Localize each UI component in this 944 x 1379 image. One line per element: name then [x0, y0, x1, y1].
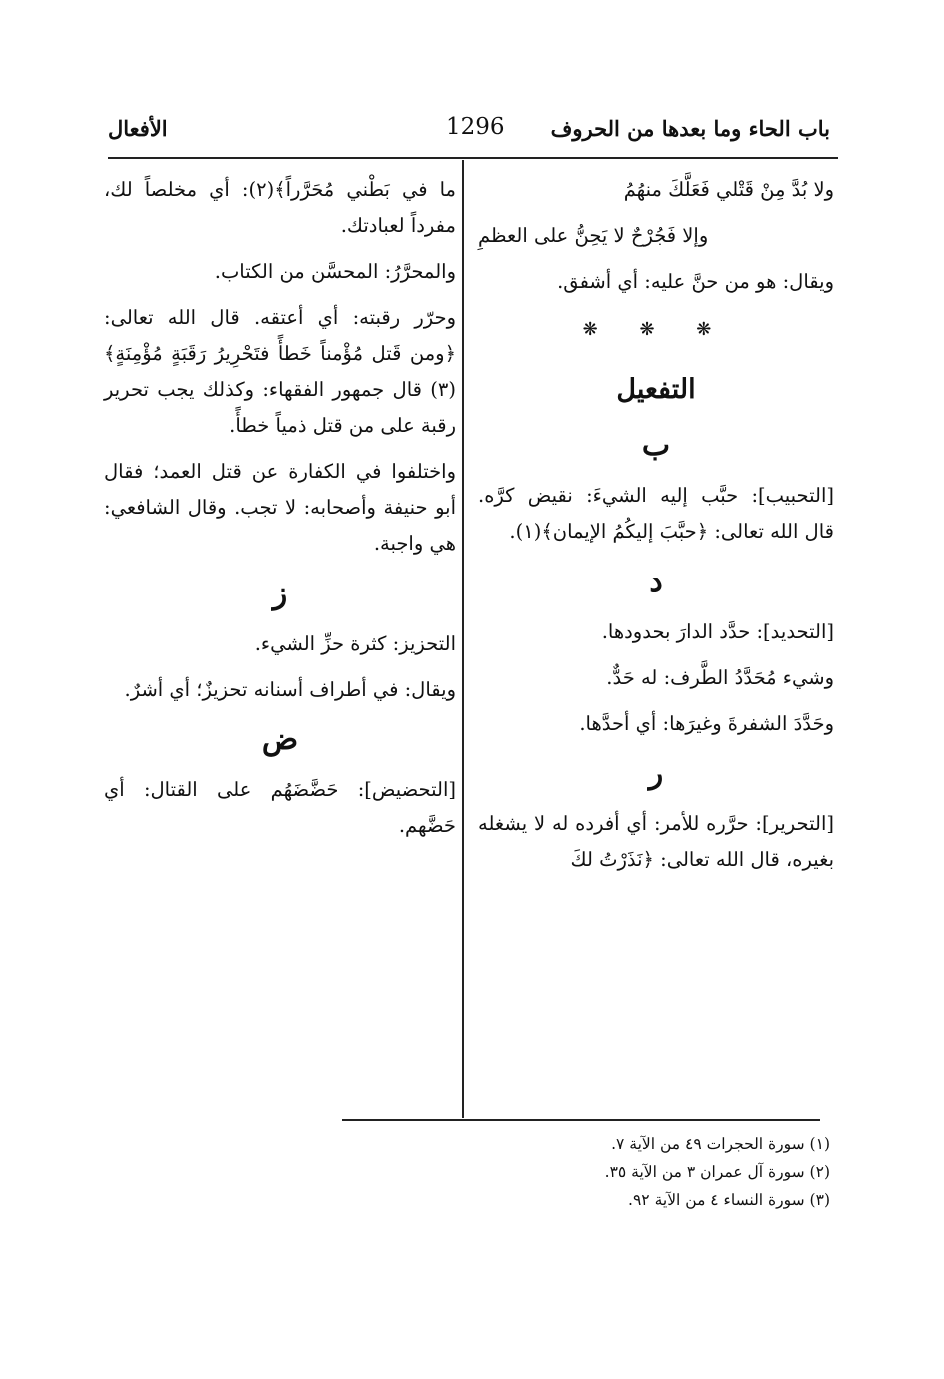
footnote-rule [342, 1119, 820, 1121]
letter-heading-b: ب [641, 428, 671, 463]
footnotes [380, 1130, 830, 1214]
entry-hadda: وحَدَّدَ الشفرةَ وغيرَها: أي أحدَّها. [579, 712, 834, 735]
entry-tahbib: [التحبيب]: حبَّب إليه الشيءَ: نقيض كرَّه. قال الله تعالى: ﴿حبَّبَ إليكُمُ الإيمان﴾(١). [478, 484, 834, 543]
entry-tahrir: [التحرير]: حرَّره للأمر: أي أفرده له لا يشغله بغيره، قال الله تعالى: ﴿نَذَرْتُ لكَ [478, 812, 834, 871]
entry-yuqal: ويقال: في أطراف أسنانه تحزيزٌ؛ أي أشرٌ. [124, 678, 456, 701]
entry-muhaddad: وشيء مُحَدَّدُ الطَّرف: له حَدٌّ. [606, 666, 834, 689]
footnote-3: (٣) سورة النساء ٤ من الآية ٩٢. [628, 1191, 830, 1209]
entry-raqaba: وحرّر رقبته: أي أعتقه. قال الله تعالى: ﴿ومن قَتل مُؤْمناً خَطأً فتَحْرِيرُ رَقَبَةٍ مُؤْمِنَةٍ﴾(٣) قال جمهور الفقهاء: وكذلك يجب تحرير رقبة على من قتل ذمياً خطأً. [104, 306, 456, 437]
section-separator: ❋ ❋ ❋ [582, 319, 730, 340]
column-divider [462, 160, 464, 1118]
right-column [478, 172, 834, 888]
header-rule [108, 157, 838, 159]
letter-heading-dad: ض [261, 722, 299, 757]
footnote-1: (١) سورة الحجرات ٤٩ من الآية ٧. [611, 1135, 830, 1153]
entry-ikhtalafu: واختلفوا في الكفارة عن قتل العمد؛ فقال أبو حنيفة وأصحابه: لا تجب. وقال الشافعي: هي واجبة. [104, 460, 456, 555]
letter-heading-z: ز [272, 576, 288, 611]
entry-tahdid-dad: [التحضيض]: حَضَّضَهُم على القتال: أي حَضَّهم. [104, 778, 456, 837]
entry-muharrar: والمحرَّرُ: المحسَّن من الكتاب. [214, 260, 456, 283]
header-section-title: الأفعال [108, 116, 168, 141]
header-chapter-title: باب الحاء وما بعدها من الحروف [550, 116, 830, 141]
letter-heading-r: ر [648, 756, 664, 791]
entry-tahdid: [التحديد]: حدَّد الدارَ بحدودها. [601, 620, 834, 643]
entry-tahziz: التحزيز: كثرة حزِّ الشيء. [254, 632, 456, 655]
footnote-2: (٢) سورة آل عمران ٣ من الآية ٣٥. [604, 1163, 830, 1181]
left-column [104, 172, 456, 854]
verse-line-2: وإلا فَجُرْحٌ لا يَحِنُّ على العظمِ [478, 224, 709, 247]
running-header [108, 112, 830, 152]
letter-heading-d: د [649, 564, 663, 599]
verse-line-1: ولا بُدَّ مِنْ قَتْلي فَعَلَّكَ منهُمُ [623, 178, 834, 201]
paragraph: ويقال: هو من حنَّ عليه: أي أشفق. [557, 270, 834, 293]
page-number: 1296 [446, 114, 505, 140]
entry-tahrir-cont: ما في بَطْني مُحَرَّراً﴾(٢): أي مخلصاً لك، مفرداً لعبادتك. [104, 178, 457, 237]
section-heading: التفعيل [616, 374, 696, 405]
